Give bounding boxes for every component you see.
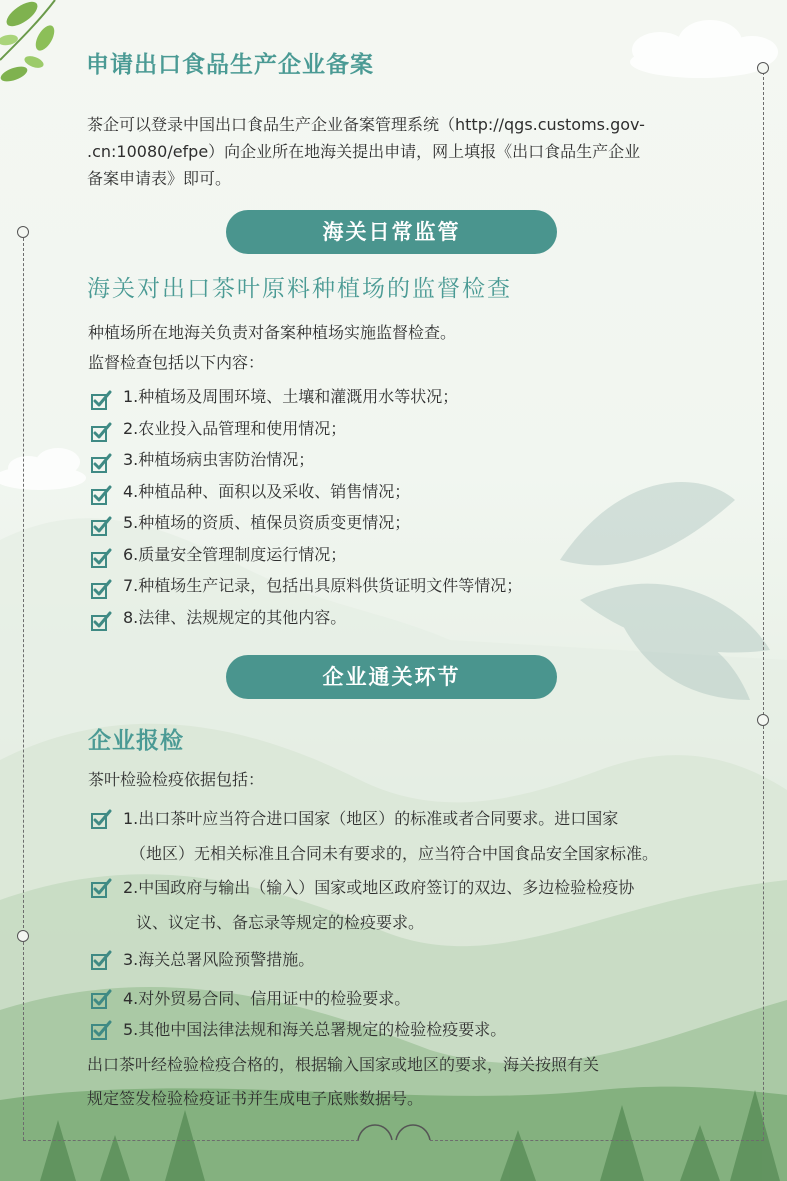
checklist-item — [90, 806, 750, 874]
checklist-item-text: 7.种植场生产记录，包括出具原料供货证明文件等情况； — [123, 576, 523, 595]
checkmark-icon — [90, 808, 112, 830]
checklist-item — [90, 510, 750, 538]
checklist-item-text-cont: （地区）无相关标准且合同未有要求的，应当符合中国食品安全国家标准。 — [130, 844, 659, 863]
section3-intro: 茶叶检验检疫依据包括： — [88, 770, 265, 789]
section1-para-line: .cn:10080/efpe）向企业所在地海关提出申请，网上填报《出口食品生产企业 — [87, 142, 641, 161]
section2-pill-heading: 海关日常监管 — [226, 210, 557, 254]
checkmark-icon — [90, 988, 112, 1010]
frame-left-top — [23, 238, 24, 928]
section1-paragraph — [87, 111, 747, 192]
section2-intro-line: 种植场所在地海关负责对备案种植场实施监督检查。 — [88, 323, 457, 342]
checkmark-icon — [90, 421, 112, 443]
checklist-item-text: 1.种植场及周围环境、土壤和灌溉用水等状况； — [123, 387, 459, 406]
checkmark-icon — [90, 484, 112, 506]
checklist-item-text: 1.出口茶叶应当符合进口国家（地区）的标准或者合同要求。进口国家 — [123, 809, 619, 828]
checkmark-icon — [90, 1019, 112, 1041]
checklist-item-text: 5.其他中国法律法规和海关总署规定的检验检疫要求。 — [123, 1020, 507, 1039]
frame-bottom-left — [23, 1140, 359, 1141]
checkmark-icon — [90, 610, 112, 632]
section1-para-line: 备案申请表》即可。 — [87, 169, 232, 188]
checkmark-icon — [90, 949, 112, 971]
checklist-item — [90, 479, 750, 507]
checklist-item-text: 5.种植场的资质、植保员资质变更情况； — [123, 513, 411, 532]
section3-outro-line: 出口茶叶经检验检疫合格的，根据输入国家或地区的要求，海关按照有关 — [87, 1055, 600, 1074]
checklist-item-text: 2.中国政府与输出（输入）国家或地区政府签订的双边、多边检验检疫协 — [123, 878, 635, 897]
checkmark-icon — [90, 389, 112, 411]
checklist-item-text: 2.农业投入品管理和使用情况； — [123, 418, 347, 438]
checklist-item-text-cont: 议、议定书、备忘录等规定的检疫要求。 — [136, 913, 425, 932]
checkmark-icon — [90, 877, 112, 899]
frame-ring-icon — [757, 714, 769, 726]
leaf-branch-icon — [0, 0, 58, 84]
section3-pill-heading: 企业通关环节 — [226, 655, 557, 699]
frame-ring-icon — [757, 62, 769, 74]
checklist-item-text: 4.对外贸易合同、信用证中的检验要求。 — [123, 989, 411, 1008]
section3-outro — [87, 1048, 767, 1116]
checklist-item — [90, 605, 750, 633]
checklist-item — [90, 542, 750, 570]
cloud-icon — [630, 20, 778, 78]
frame-ring-icon — [17, 226, 29, 238]
frame-right — [763, 72, 764, 715]
section3-outro-line: 规定签发检验检疫证书并生成电子底账数据号。 — [87, 1089, 424, 1108]
frame-left-bottom — [23, 942, 24, 1140]
section2-intro — [88, 318, 748, 378]
checklist-item-text: 4.种植品种、面积以及采收、销售情况； — [123, 481, 411, 501]
checklist-item — [90, 875, 750, 943]
checklist-item — [90, 447, 750, 475]
checklist-item-text: 8.法律、法规规定的其他内容。 — [123, 607, 347, 627]
checklist-item — [90, 573, 750, 601]
frame-ring-icon — [17, 930, 29, 942]
checkmark-icon — [90, 515, 112, 537]
checkmark-icon — [90, 547, 112, 569]
section1-para-line: 茶企可以登录中国出口食品生产企业备案管理系统（http://qgs.customs.gov- — [87, 115, 645, 134]
section3-subtitle: 企业报检 — [88, 728, 184, 754]
checkmark-icon — [90, 578, 112, 600]
section2-intro-line: 监督检查包括以下内容： — [88, 353, 265, 372]
section2-subtitle: 海关对出口茶叶原料种植场的监督检查 — [87, 276, 512, 302]
checklist-item-text: 3.海关总署风险预警措施。 — [123, 950, 315, 969]
checklist-item — [90, 416, 750, 444]
checklist-item — [90, 986, 750, 1016]
checklist-item-text: 3.种植场病虫害防治情况； — [123, 450, 315, 469]
checklist-item-text: 6.质量安全管理制度运行情况； — [123, 544, 347, 564]
checkmark-icon — [90, 452, 112, 474]
checklist-item — [90, 1017, 750, 1047]
section1-title: 申请出口食品生产企业备案 — [86, 52, 374, 78]
checklist-item — [90, 384, 750, 412]
frame-bottom-right — [430, 1140, 764, 1141]
checklist-item — [90, 947, 750, 977]
